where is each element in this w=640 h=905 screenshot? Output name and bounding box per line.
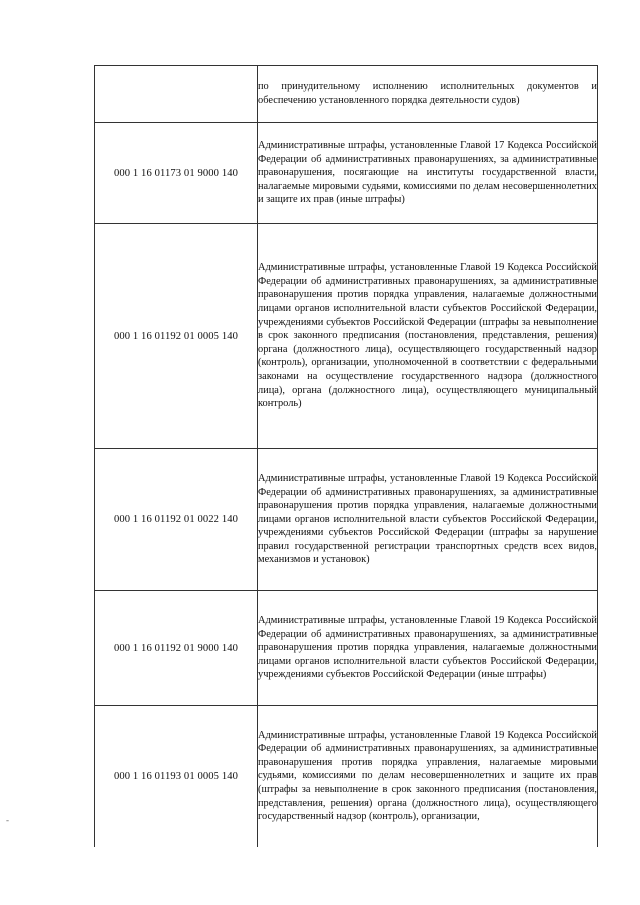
- description-cell: Административные штрафы, установленные Главой 19 Кодекса Российской Федерации об административных правонарушениях, за административные правонарушения против порядка управления, налагаемые должностными лицами органов исполнительной власти субъектов Российской Федерации, учреждениями субъектов Российской Федерации (штрафы за нарушение правил государственной регистрации транспортных средств всех видов, механизмов и установок): [258, 449, 598, 591]
- description-cell: Административные штрафы, установленные Главой 19 Кодекса Российской Федерации об административных правонарушениях, за административные правонарушения против порядка управления, налагаемые должностными лицами органов исполнительной власти субъектов Российской Федерации, учреждениями субъектов Российской Федерации (иные штрафы): [258, 591, 598, 706]
- table-row: [95, 66, 598, 123]
- code-cell: 000 1 16 01192 01 9000 140: [95, 591, 258, 706]
- margin-mark: -: [6, 815, 9, 825]
- code-cell: [95, 66, 258, 123]
- description-cell: Административные штрафы, установленные Главой 19 Кодекса Российской Федерации об административных правонарушениях, за административные правонарушения против порядка управления, налагаемые мировыми судьями, комиссиями по делам несовершеннолетних и защите их прав (штрафы за невыполнение в срок законного предписания (постановления, представления, решения) органа (должностного лица), осуществляющего государственный надзор (контроль), организации,: [258, 706, 598, 847]
- description-cell: Административные штрафы, установленные Главой 17 Кодекса Российской Федерации об административных правонарушениях, за административные правонарушения, посягающие на институты государственной власти, налагаемые мировыми судьями, комиссиями по делам несовершеннолетних и защите их прав (иные штрафы): [258, 123, 598, 224]
- description-cell: по принудительному исполнению исполнительных документов и обеспечению установленного порядка деятельности судов): [258, 66, 598, 123]
- code-cell: 000 1 16 01173 01 9000 140: [95, 123, 258, 224]
- table-row: [95, 123, 598, 224]
- code-cell: 000 1 16 01192 01 0005 140: [95, 224, 258, 449]
- table-row: [95, 706, 598, 847]
- table-row: [95, 449, 598, 591]
- code-cell: 000 1 16 01193 01 0005 140: [95, 706, 258, 847]
- code-cell: 000 1 16 01192 01 0022 140: [95, 449, 258, 591]
- table-row: [95, 591, 598, 706]
- table-row: [95, 224, 598, 449]
- description-cell: Административные штрафы, установленные Главой 19 Кодекса Российской Федерации об административных правонарушениях, за административные правонарушения против порядка управления, налагаемые должностными лицами органов исполнительной власти субъектов Российской Федерации, учреждениями субъектов Российской Федерации (штрафы за невыполнение в срок законного предписания (постановления, представления, решения) органа (должностного лица), осуществляющего государственный надзор (контроль), организации, уполномоченной в соответствии с федеральными законами на осуществление государственного надзора (должностного лица), органа (должностного лица), осуществляющего муниципальный контроль): [258, 224, 598, 449]
- budget-classification-table: [94, 65, 598, 847]
